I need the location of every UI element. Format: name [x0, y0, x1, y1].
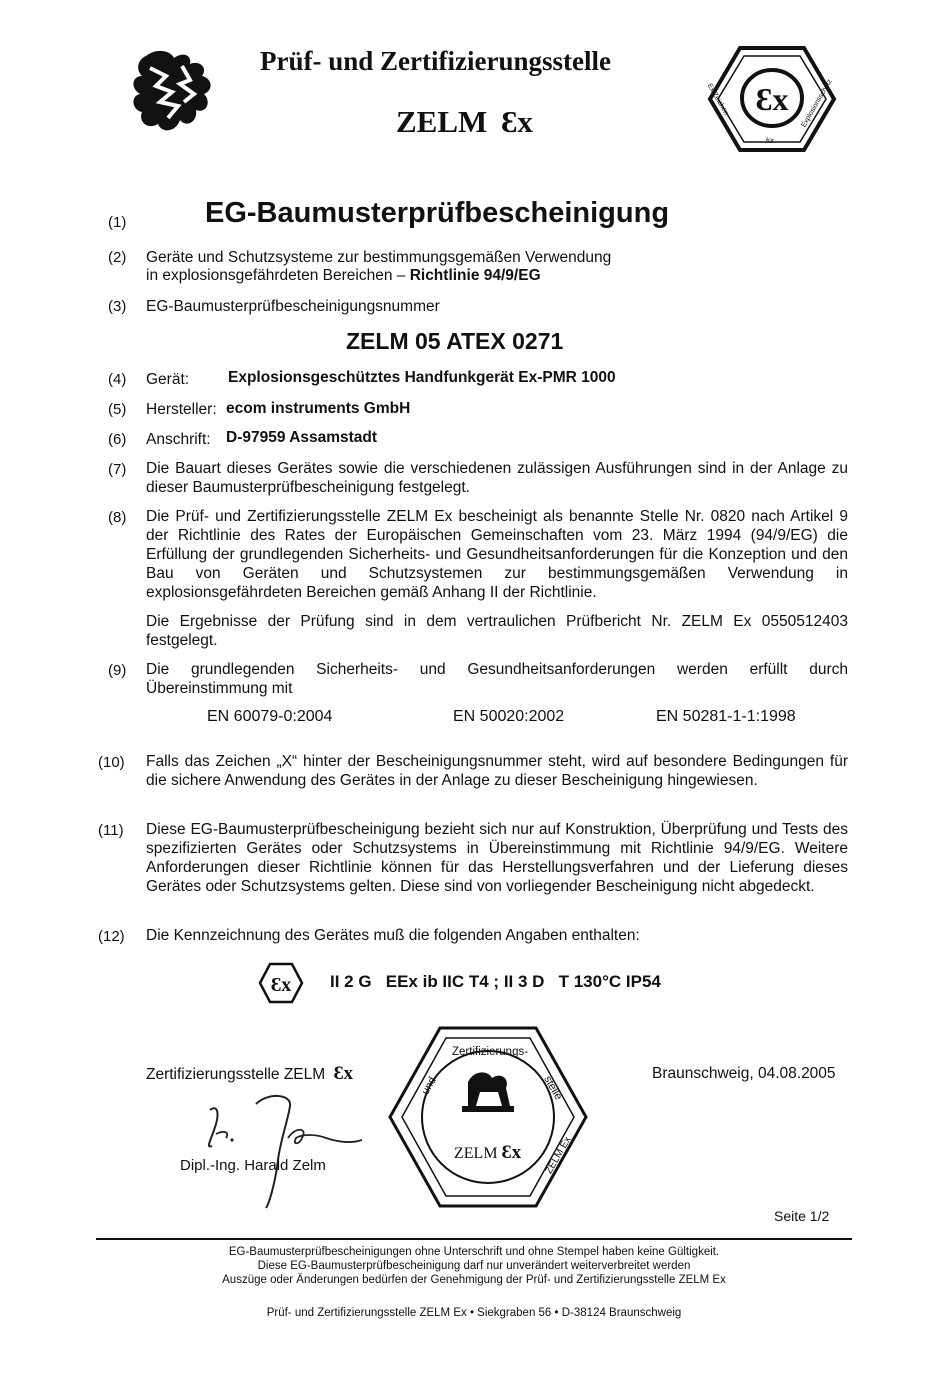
footer-line-3: Auszüge oder Änderungen bedürfen der Genehmigung der Prüf- und Zertifizierungsstelle ZELM Ex	[222, 1274, 726, 1286]
item-number-2: (2)	[108, 249, 127, 266]
manufacturer-label: Hersteller:	[146, 401, 217, 418]
address-label: Anschrift:	[146, 431, 211, 448]
item-12-text: Die Kennzeichnung des Gerätes muß die folgenden Angaben enthalten:	[146, 927, 640, 944]
svg-text:Ɛx: Ɛx	[755, 81, 789, 117]
item-11-text: Diese EG-Baumusterprüfbescheinigung bezieht sich nur auf Konstruktion, Überprüfung und Tests des spezifizierten Gerätes oder Schutzsystems in Übereinstimmung mit Richtlinie 94/9/EG. Weitere Anforderungen dieser Richtlinie können für das Herstellungsverfahren und der Lieferung dieses Gerätes oder Schutzsystems gelten. Diese sind von vorliegender Bescheinigung nicht abgedeckt.	[146, 821, 848, 895]
ex-marking-symbol-icon	[258, 962, 304, 1004]
stamp-left-text: und	[419, 1075, 439, 1097]
manufacturer-value: ecom instruments GmbH	[226, 400, 411, 417]
item-8-text: Die Prüf- und Zertifizierungsstelle ZELM Ex bescheinigt als benannte Stelle Nr. 0820 nach Artikel 9 der Richtlinie des Rates der Europäischen Gemeinschaften vom 23. März 1994 (94/9/EG) die Erfüllung der grundlegenden Sicherheits- und Gesundheitsanforderungen für die Konzeption und den Bau von Geräten und Schutzsystemen zur bestimmungsgemäßen Verwendung in explosionsgefährdeten Bereichen gemäß Anhang II der Richtlinie.	[146, 508, 848, 601]
badge-bottom-text: für	[766, 138, 775, 145]
device-value: Explosionsgeschütztes Handfunkgerät Ex-PMR 1000	[228, 369, 616, 386]
badge-right-text: Explosionsschutz	[800, 78, 834, 129]
certification-body-label: Zertifizierungsstelle ZELM Ɛx	[146, 1063, 354, 1084]
item-number-1: (1)	[108, 214, 127, 231]
item-number-4: (4)	[108, 371, 127, 388]
ex-mark: Ɛx	[501, 104, 533, 139]
svg-text:Ɛx: Ɛx	[270, 974, 292, 996]
place-and-date: Braunschweig, 04.08.2005	[652, 1065, 836, 1082]
item-2-line-2: in explosionsgefährdeten Bereichen – Richtlinie 94/9/EG	[146, 267, 541, 284]
directive-ref: Richtlinie 94/9/EG	[409, 267, 541, 284]
item-number-12: (12)	[98, 928, 125, 945]
org-name: Prüf- und Zertifizierungsstelle	[260, 46, 611, 76]
standard-1: EN 60079-0:2004	[207, 708, 333, 725]
ex-mark-small: Ɛx	[333, 1063, 354, 1084]
footer-line-2: Diese EG-Baumusterprüfbescheinigung darf nur unverändert weiterverbreitet werden	[257, 1260, 691, 1272]
item-number-9: (9)	[108, 662, 127, 679]
address-value: D-97959 Assamstadt	[226, 429, 378, 446]
zelm-header-logo	[396, 104, 533, 140]
item-number-5: (5)	[108, 401, 127, 418]
footer-divider	[96, 1238, 852, 1240]
item-2-line-1: Geräte und Schutzsysteme zur bestimmungsgemäßen Verwendung	[146, 249, 612, 266]
item-number-11: (11)	[98, 822, 124, 839]
page-number: Seite 1/2	[774, 1208, 830, 1224]
item-number-10: (10)	[98, 754, 125, 771]
device-label: Gerät:	[146, 371, 190, 388]
standard-3: EN 50281-1-1:1998	[656, 708, 796, 725]
footer-line-1: EG-Baumusterprüfbescheinigungen ohne Unterschrift und ohne Stempel haben keine Gültigkeit.	[228, 1246, 720, 1258]
device-marking: II 2 G EEx ib IIC T4 ; II 3 D T 130°C IP54	[330, 972, 661, 991]
footer-address: Prüf- und Zertifizierungsstelle ZELM Ex • Siekgraben 56 • D-38124 Braunschweig	[266, 1307, 682, 1319]
item-10-text: Falls das Zeichen „X“ hinter der Bescheinigungsnummer steht, wird auf besondere Bedingungen für die sichere Anwendung des Gerätes in der Anlage zu dieser Bescheinigung hingewiesen.	[146, 753, 848, 789]
certificate-number: ZELM 05 ATEX 0271	[346, 328, 564, 354]
item-number-7: (7)	[108, 461, 127, 478]
standard-2: EN 50020:2002	[453, 708, 565, 725]
item-number-6: (6)	[108, 431, 127, 448]
item-7-text: Die Bauart dieses Gerätes sowie die verschiedenen zulässigen Ausführungen sind in der Anlage zu dieser Baumusterprüfbescheinigung festgelegt.	[146, 460, 848, 496]
item-8-report: Die Ergebnisse der Prüfung sind in dem vertraulichen Prüfbericht Nr. ZELM Ex 0550512403 festgelegt.	[146, 613, 848, 649]
stamp-top-text: Zertifizierungs-	[452, 1046, 529, 1058]
item-9-text: Die grundlegenden Sicherheits- und Gesundheitsanforderungen werden erfüllt durch Übereinstimmung mit	[146, 661, 848, 697]
stamp-center-text: ZELM Ɛx	[454, 1142, 522, 1163]
zelm-text: ZELM	[396, 104, 488, 139]
stamp-right-bottom-text: ZELM Ex	[543, 1134, 574, 1177]
badge-left-text: Ex Zeichen	[705, 82, 730, 117]
item-number-8: (8)	[108, 509, 127, 526]
item-3-label: EG-Baumusterprüfbescheinigungsnummer	[146, 298, 440, 315]
item-number-3: (3)	[108, 298, 127, 315]
lion-coat-of-arms-icon	[126, 46, 220, 142]
stamp-right-text: stelle	[541, 1073, 565, 1103]
handwritten-signature-icon	[196, 1090, 366, 1210]
signer-name: Dipl.-Ing. Harald Zelm	[180, 1157, 326, 1174]
document-title: EG-Baumusterprüfbescheinigung	[205, 197, 670, 229]
